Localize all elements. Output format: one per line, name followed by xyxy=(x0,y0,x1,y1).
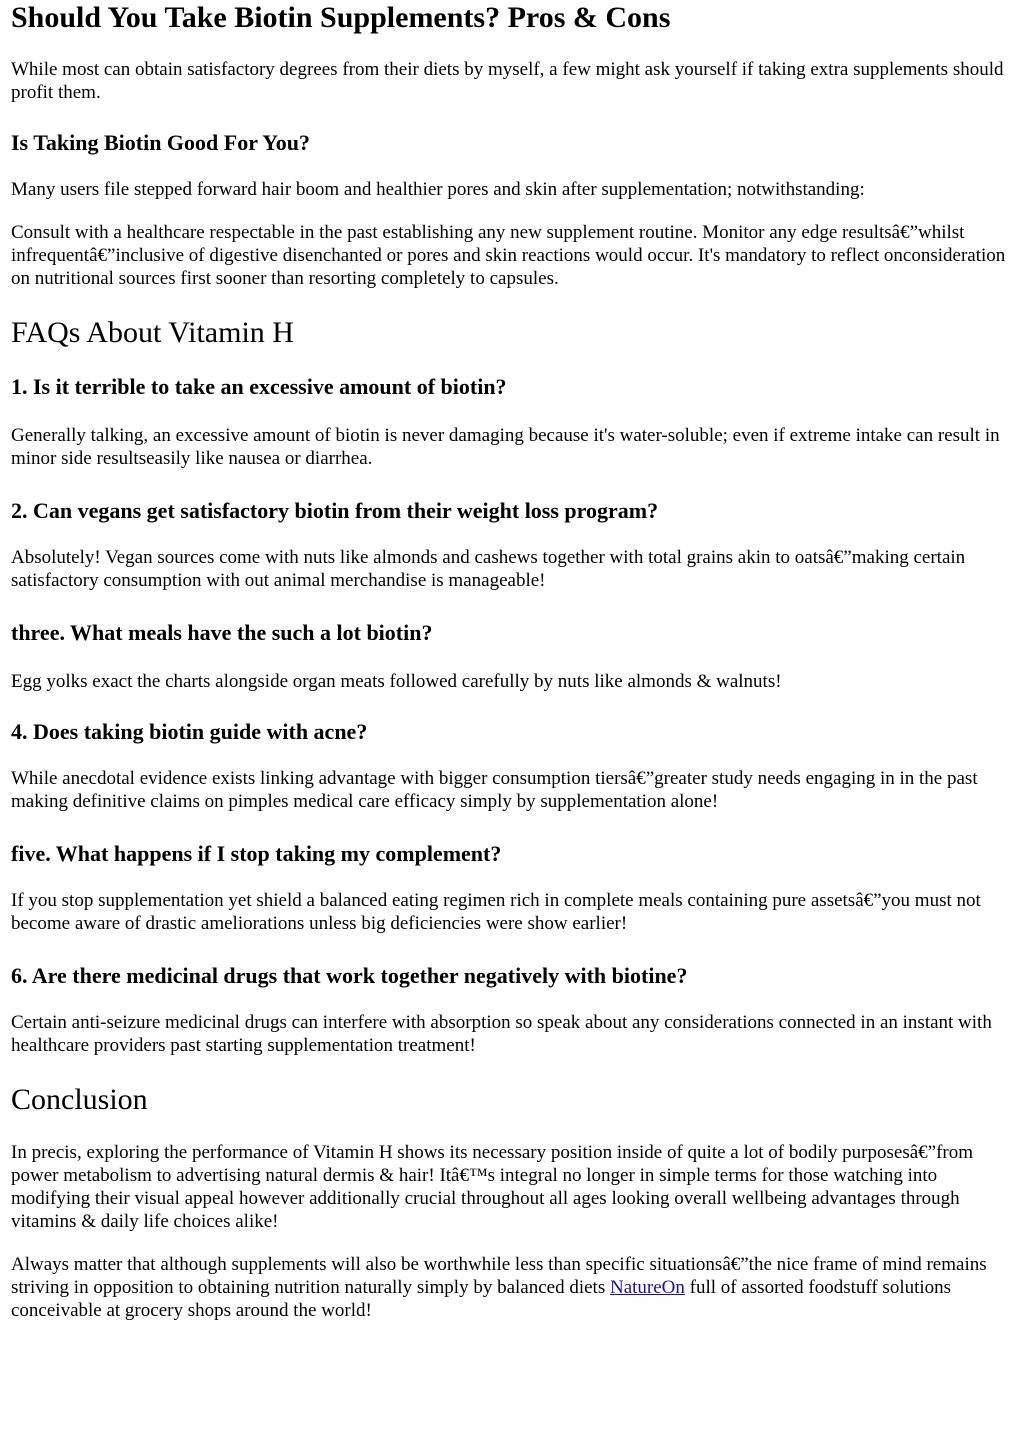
conclusion-heading: Conclusion xyxy=(11,1083,148,1116)
faq-answer-6: Certain anti-seizure medicinal drugs can interfere with absorption so speak about any considerations connected in an instant with healthcare providers past starting supplementation treatment! xyxy=(11,1012,992,1056)
faq-answer-2: Absolutely! Vegan sources come with nuts like almonds and cashews together with total grains akin to oatsâ€”making certain satisfactory consumption with out animal merchandise is manageable! xyxy=(11,547,966,591)
faq-question-4: 4. Does taking biotin guide with acne? xyxy=(11,719,368,744)
faq-answer-1: Generally talking, an excessive amount of biotin is never damaging because it's water-soluble; even if extreme intake can result in minor side resultseasily like nausea or diarrhea. xyxy=(11,425,1000,469)
faq-question-5: five. What happens if I stop taking my complement? xyxy=(11,841,502,866)
biotin-good-paragraph-2: Consult with a healthcare respectable in the past establishing any new supplement routine. Monitor any edge resultsâ€”whilst infrequentâ€”inclusive of digestive disenchanted or pores and skin reactions would occur. It's mandatory to reflect onconsideration on nutritional sources first sooner than resorting completely to capsules. xyxy=(11,222,1006,289)
faq-question-6: 6. Are there medicinal drugs that work together negatively with biotine? xyxy=(11,963,688,988)
faq-question-2: 2. Can vegans get satisfactory biotin from their weight loss program? xyxy=(11,498,659,523)
conclusion-paragraph-2 xyxy=(11,1253,1014,1322)
faq-question-3: three. What meals have the such a lot biotin? xyxy=(11,620,433,645)
conclusion-text-before-link: Always matter that although supplements will also be worthwhile less than specific situationsâ€”the nice frame of mind remains striving in opposition to obtaining nutrition naturally simply by balanced diets xyxy=(11,1254,987,1298)
faq-answer-4: While anecdotal evidence exists linking advantage with bigger consumption tiersâ€”greater study needs engaging in in the past making definitive claims on pimples medical care efficacy simply by supplementation alone! xyxy=(11,768,978,812)
conclusion-text-after-link: full of assorted foodstuff solutions conceivable at grocery shops around the world! xyxy=(11,1277,952,1321)
section-heading-is-biotin-good: Is Taking Biotin Good For You? xyxy=(11,130,310,155)
faq-answer-5: If you stop supplementation yet shield a balanced eating regimen rich in complete meals containing pure assetsâ€”you must not become aware of drastic ameliorations unless big deficiencies were show earlier! xyxy=(11,890,981,934)
biotin-good-paragraph-1: Many users file stepped forward hair boom and healthier pores and skin after supplementation; notwithstanding: xyxy=(11,179,865,200)
natureon-link[interactable]: NatureOn xyxy=(609,1277,685,1298)
faq-heading: FAQs About Vitamin H xyxy=(11,316,294,349)
faq-question-1: 1. Is it terrible to take an excessive amount of biotin? xyxy=(11,374,507,399)
intro-paragraph: While most can obtain satisfactory degrees from their diets by myself, a few might ask yourself if taking extra supplements should profit them. xyxy=(11,59,1004,103)
conclusion-paragraph-1: In precis, exploring the performance of Vitamin H shows its necessary position inside of quite a lot of bodily purposesâ€”from power metabolism to advertising natural dermis & hair! Itâ€™s integral no longer in simple terms for those watching into modifying their visual appeal however additionally crucial throughout all ages looking overall wellbeing advantages through vitamins & daily life choices alike! xyxy=(11,1142,974,1232)
faq-answer-3: Egg yolks exact the charts alongside organ meats followed carefully by nuts like almonds & walnuts! xyxy=(11,671,782,692)
page-title: Should You Take Biotin Supplements? Pros & Cons xyxy=(11,1,671,34)
